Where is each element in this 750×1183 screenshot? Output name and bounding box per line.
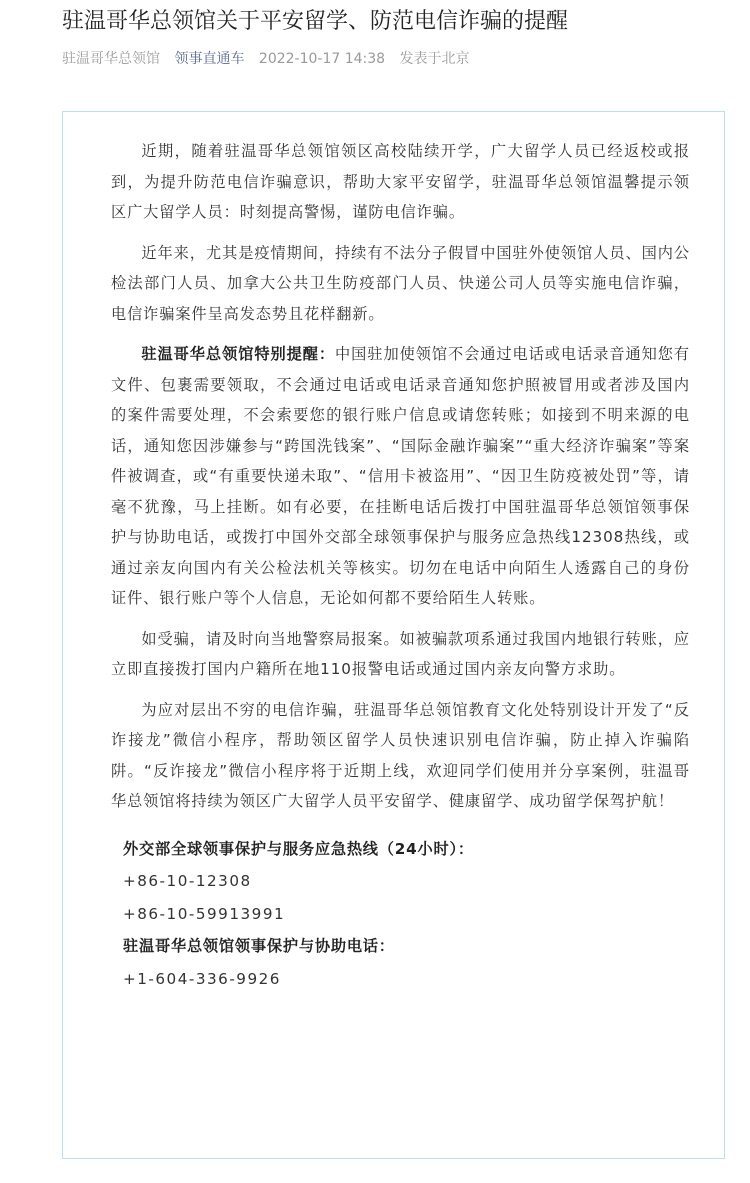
paragraph-text: 近期，随着驻温哥华总领馆领区高校陆续开学，广大留学人员已经返校或报到，为提升防范电信诈骗意识，帮助大家平安留学，驻温哥华总领馆温馨提示领区广大留学人员：时刻提高警惕，谨防电信诈骗。 [111,142,690,221]
article-paragraph-2 [111,238,690,330]
paragraph-text: 中国驻加使领馆不会通过电话或电话录音通知您有文件、包裹需要领取，不会通过电话或电话录音通知您护照被冒用或者涉及国内的案件需要处理，不会索要您的银行账户信息或请您转账；如接到不明来源的电话，通知您因涉嫌参与“跨国洗钱案”、“国际金融诈骗案”“重大经济诈骗案”等案件被调查，或“有重要快递未取”、“信用卡被盗用”、“因卫生防疫被处罚”等，请毫不犹豫，马上挂断。如有必要，在挂断电话后拨打中国驻温哥华总领馆领事保护与协助电话，或拨打中国外交部全球领事保护与服务应急热线12308热线，或通过亲友向国内有关公检法机关等核实。切勿在电话中向陌生人透露自己的身份证件、银行账户等个人信息，无论如何都不要给陌生人转账。 [111,345,690,607]
paragraph-text: 为应对层出不穷的电信诈骗，驻温哥华总领馆教育文化处特别设计开发了“反诈接龙”微信小程序，帮助领区留学人员快速识别电信诈骗，防止掉入诈骗陷阱。“反诈接龙”微信小程序将于近期上线，欢迎同学们使用并分享案例，驻温哥华总领馆将持续为领区广大留学人员平安留学、健康留学、成功留学保驾护航！ [111,700,690,810]
contact-section [111,833,690,996]
hotline-number-1: +86-10-12308 [123,872,252,890]
article-title: 驻温哥华总领馆关于平安留学、防范电信诈骗的提醒 [62,9,569,34]
consulate-phone-heading: 驻温哥华总领馆领事保护与协助电话： [123,937,395,955]
meta-channel-link[interactable]: 领事直通车 [174,51,245,67]
article-paragraph-5 [111,695,690,817]
article-paragraph-1 [111,136,690,228]
hotline-heading: 外交部全球领事保护与服务应急热线（24小时）： [123,839,474,858]
meta-source: 驻温哥华总领馆 [62,51,160,67]
meta-datetime: 2022-10-17 14:38 [258,51,386,67]
paragraph-text: 近年来，尤其是疫情期间，持续有不法分子假冒中国驻外使领馆人员、国内公检法部门人员、加拿大公共卫生防疫部门人员、快递公司人员等实施电信诈骗，电信诈骗案件呈高发态势且花样翻新。 [111,243,690,323]
paragraph-text: 如受骗，请及时向当地警察局报案。如被骗款项系通过我国内地银行转账，应立即直接拨打国内户籍所在地110报警电话或通过国内亲友向警方求助。 [111,629,690,678]
article-content-box [62,111,725,1159]
meta-location: 发表于北京 [399,51,470,67]
consulate-phone-number: +1-604-336-9926 [123,969,281,988]
article-paragraph-4 [111,624,690,685]
hotline-number-2: +86-10-59913991 [123,904,286,923]
article-paragraph-3 [111,339,690,614]
paragraph-lead: 驻温哥华总领馆特别提醒： [141,345,336,363]
article-meta [62,48,732,70]
